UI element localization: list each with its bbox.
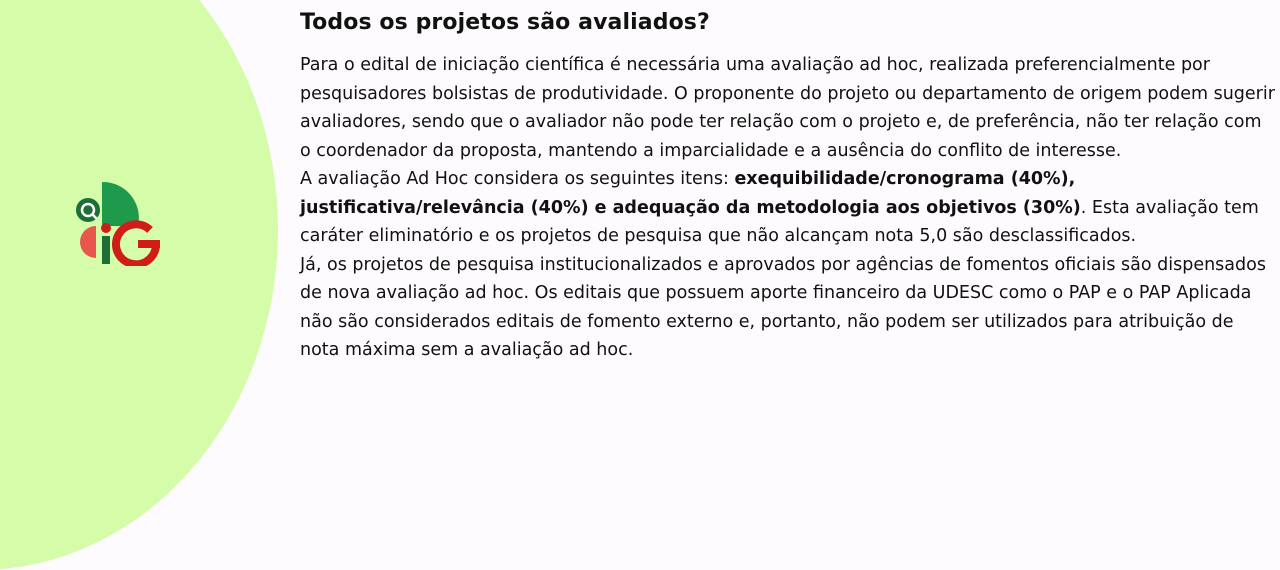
faq-answer-paragraph-2: [300, 165, 1275, 251]
faq-answer-p2-criteria: exequibilidade/cronograma (40%), justificativa/relevância (40%) e adequação da metodologia aos objetivos (30%): [300, 169, 1081, 218]
decorative-green-circle: [0, 0, 278, 570]
ig-logo-with-magnifier-icon: [74, 180, 166, 266]
faq-answer-paragraph-3: Já, os projetos de pesquisa institucionalizados e aprovados por agências de fomentos oficiais são dispensados de nova avaliação ad hoc. Os editais que possuem aporte financeiro da UDESC como o PAP e o PAP Aplicada não são considerados editais de fomento externo e, portanto, não podem ser utilizados para atribuição de nota máxima sem a avaliação ad hoc.: [300, 254, 1266, 360]
faq-answer-p2-end: . Esta avaliação tem caráter eliminatório e os projetos de pesquisa que não alcançam nota 5,0 são desclassificados.: [300, 197, 1259, 246]
faq-answer-paragraph-1: Para o edital de iniciação científica é necessária uma avaliação ad hoc, realizada preferencialmente por pesquisadores bolsistas de produtividade. O proponente do projeto ou departamento de origem podem sugerir avaliadores, sendo que o avaliador não pode ter relação com o projeto e, de preferência, não ter relação com o coordenador da proposta, mantendo a imparcialidade e a ausência do conflito de interesse.: [300, 55, 1275, 161]
faq-section: [300, 10, 1275, 365]
faq-answer-p2-start: A avaliação Ad Hoc considera os seguintes itens:: [300, 169, 735, 189]
faq-question-heading: Todos os projetos são avaliados?: [300, 10, 710, 35]
